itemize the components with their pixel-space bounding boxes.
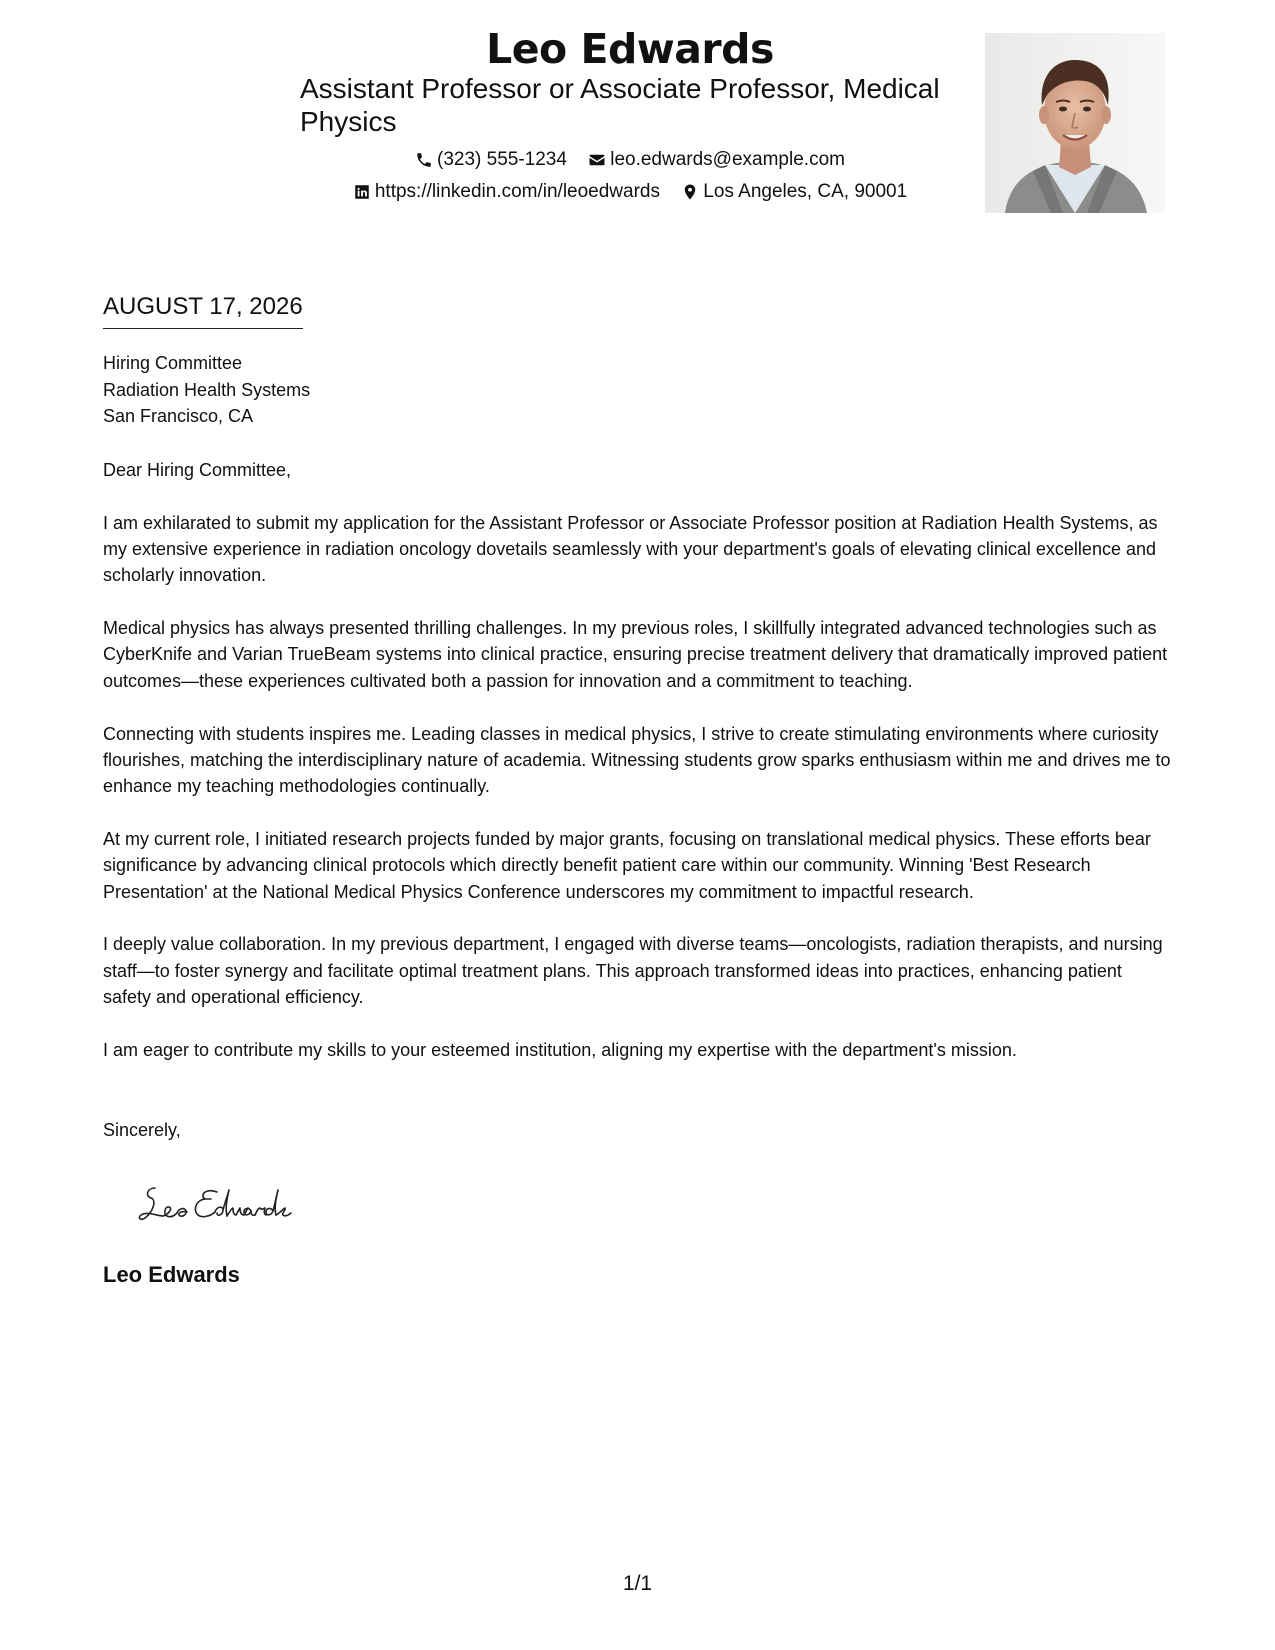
location-text: Los Angeles, CA, 90001 bbox=[703, 181, 908, 202]
email-text: leo.edwards@example.com bbox=[610, 149, 845, 170]
linkedin-icon bbox=[353, 183, 371, 201]
recipient-address bbox=[103, 350, 310, 430]
recipient-line: Radiation Health Systems bbox=[103, 379, 311, 400]
phone-icon bbox=[415, 151, 433, 169]
body-paragraph: I deeply value collaboration. In my previous department, I engaged with diverse teams—oncologists, radiation therapists, and nursing staff—to foster synergy and facilitate optimal treatment plans. This approach transformed ideas into practices, enhancing patient safety and operational efficiency. bbox=[103, 934, 1163, 1007]
signer-name: Leo Edwards bbox=[103, 1262, 240, 1287]
envelope-icon bbox=[588, 151, 606, 169]
job-title: Assistant Professor or Associate Professor, Medical Physics bbox=[300, 73, 940, 137]
body-paragraph: Connecting with students inspires me. Leading classes in medical physics, I strive to create stimulating environments where curiosity flourishes, matching the interdisciplinary nature of academia. Witnessing students grow sparks enthusiasm within me and drives me to enhance my teaching methodologies continually. bbox=[103, 723, 1171, 797]
applicant-name: Leo Edwards bbox=[486, 25, 774, 73]
body-paragraph: I am exhilarated to submit my application for the Assistant Professor or Associate Professor position at Radiation Health Systems, as my extensive experience in radiation oncology dovetails seamlessly with your department's goals of elevating clinical excellence and scholarly innovation. bbox=[103, 512, 1158, 586]
signature-image bbox=[133, 1178, 333, 1228]
body-paragraph: I am eager to contribute my skills to your esteemed institution, aligning my expertise with the department's mission. bbox=[103, 1039, 1017, 1060]
linkedin-text: https://linkedin.com/in/leoedwards bbox=[374, 181, 660, 202]
contact-row-primary bbox=[300, 148, 960, 176]
page-number: 1/1 bbox=[622, 1572, 653, 1595]
body-paragraph: At my current role, I initiated research projects funded by major grants, focusing on translational medical physics. These efforts bear significance by advancing clinical protocols which directly benefit patient care within our community. Winning 'Best Research Presentation' at the National Medical Physics Conference underscores my commitment to impactful research. bbox=[103, 828, 1151, 902]
handwritten-signature bbox=[133, 1178, 333, 1228]
map-pin-icon bbox=[681, 183, 699, 201]
body-paragraph: Medical physics has always presented thrilling challenges. In my previous roles, I skillfully integrated advanced technologies such as CyberKnife and Varian TrueBeam systems into clinical practice, ensuring precise treatment delivery that dramatically improved patient outcomes—these experiences cultivated both a passion for innovation and a commitment to teaching. bbox=[103, 618, 1168, 691]
closing: Sincerely, bbox=[103, 1120, 181, 1140]
contact-phone bbox=[415, 148, 567, 172]
contact-location bbox=[681, 180, 907, 204]
letter-body bbox=[103, 457, 1173, 1090]
contact-row-secondary bbox=[300, 180, 960, 208]
letter-date: AUGUST 17, 2026 bbox=[103, 292, 303, 329]
phone-text: (323) 555-1234 bbox=[437, 149, 567, 170]
contact-email bbox=[588, 148, 845, 172]
recipient-line: San Francisco, CA bbox=[103, 406, 254, 426]
recipient-line: Hiring Committee bbox=[103, 353, 243, 373]
contact-linkedin bbox=[353, 180, 660, 204]
salutation: Dear Hiring Committee, bbox=[103, 460, 292, 480]
portrait-image bbox=[985, 33, 1165, 213]
letter-header bbox=[0, 0, 1275, 220]
profile-photo bbox=[985, 33, 1165, 213]
